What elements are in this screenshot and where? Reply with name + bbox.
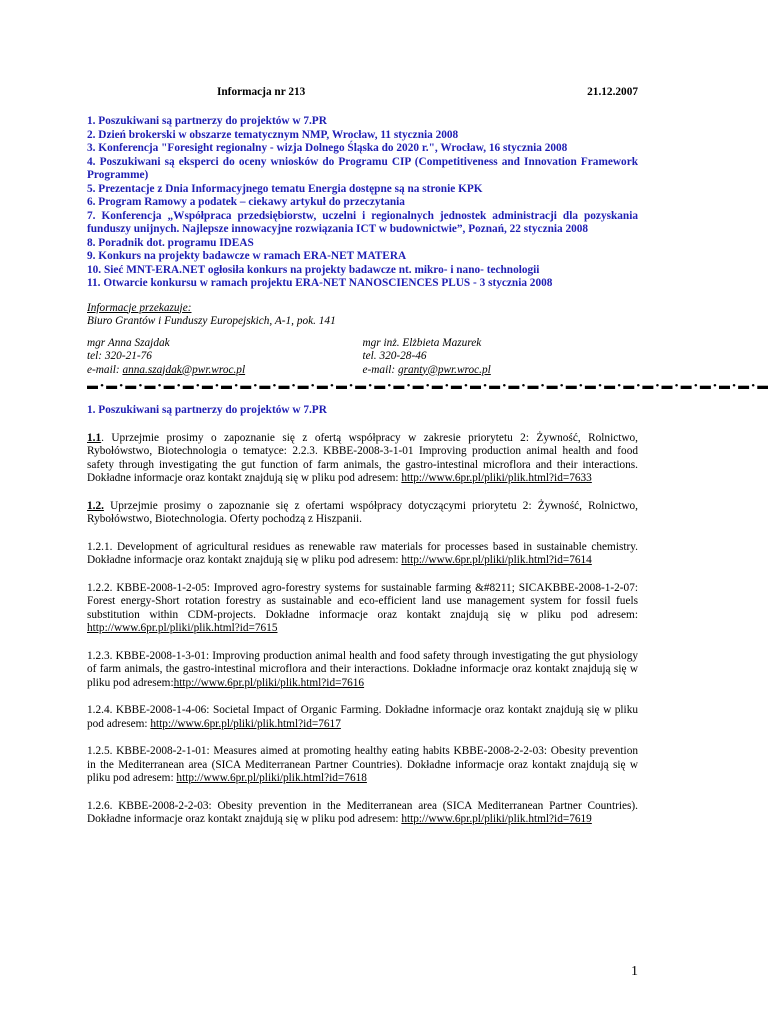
document-link[interactable]: http://www.6pr.pl/pliki/plik.html?id=7615 bbox=[87, 622, 278, 634]
toc-item: 8. Poradnik dot. programu IDEAS bbox=[87, 236, 254, 249]
document-page bbox=[87, 86, 768, 827]
contact-email-row bbox=[87, 364, 363, 378]
toc-item: 4. Poszukiwani są eksperci do oceny wniosków do Programu CIP (Competitiveness and Innovation Framework Programme) bbox=[87, 155, 638, 181]
paragraph-text: Uprzejmie prosimy o zapoznanie się z ofertami współpracy dotyczącymi priorytetu 2: Żywność, Rolnictwo, Rybołówstwo, Biotechnologia. Oferty pochodzą z Hiszpanii. bbox=[87, 499, 638, 525]
toc-item: 10. Sieć MNT-ERA.NET ogłosiła konkurs na projekty badawcze nt. mikro- i nano- technologii bbox=[87, 263, 540, 276]
paragraph-text: 1.2.6. KBBE-2008-2-2-03: Obesity prevention in the Mediterranean area (SICA Mediterranean Partner Countries). Dokładne informacje oraz kontakt znajdują się w pliku pod adresem: bbox=[87, 799, 638, 825]
info-number: Informacja nr 213 bbox=[217, 86, 306, 98]
toc-item: 11. Otwarcie konkursu w ramach projektu ERA-NET NANOSCIENCES PLUS - 3 stycznia 2008 bbox=[87, 277, 553, 289]
email-prefix: e-mail: bbox=[87, 363, 123, 376]
paragraph bbox=[87, 704, 638, 731]
paragraph bbox=[87, 745, 638, 786]
paragraph bbox=[87, 432, 638, 486]
header bbox=[87, 86, 638, 100]
paragraph-number: 1.2. bbox=[87, 499, 104, 512]
contact-label: Informacje przekazuje: bbox=[87, 301, 192, 314]
document-link[interactable]: http://www.6pr.pl/pliki/plik.html?id=7616 bbox=[173, 676, 365, 689]
paragraph bbox=[87, 541, 638, 568]
info-date: 21.12.2007 bbox=[587, 86, 638, 98]
email-link[interactable]: anna.szajdak@pwr.wroc.pl bbox=[122, 363, 246, 376]
toc-item: 5. Prezentacje z Dnia Informacyjnego tematu Energia dostępne są na stronie KPK bbox=[87, 182, 483, 195]
paragraph-text: 1.2.3. KBBE-2008-1-3-01: Improving production animal health and food safety through investigating the gut physiology of farm animals, the gastro-intestinal microflora and their interactions. Dokładne informacje oraz kontakt znajdują się w pliku pod adresem: bbox=[87, 649, 638, 689]
table-of-contents bbox=[87, 115, 638, 291]
document-link[interactable]: http://www.6pr.pl/pliki/plik.html?id=7633 bbox=[401, 472, 592, 484]
toc-item: 7. Konferencja „Współpraca przedsiębiorstw, uczelni i regionalnych jednostek administracji dla pozyskania funduszy unijnych. Najlepsze innowacyjne rozwiązania ICT w budownictwie”, Poznań, 22 stycznia 2008 bbox=[87, 209, 638, 235]
contact-right bbox=[363, 337, 639, 378]
contact-columns bbox=[87, 337, 638, 378]
paragraph-text: 1.2.4. KBBE-2008-1-4-06: Societal Impact of Organic Farming. Dokładne informacje oraz kontakt znajdują się w pliku pod adresem: bbox=[87, 704, 638, 730]
paragraph bbox=[87, 500, 638, 527]
contact-left bbox=[87, 337, 363, 378]
contact-tel: tel. 320-28-46 bbox=[362, 350, 427, 362]
paragraph bbox=[87, 800, 638, 827]
toc-item: 1. Poszukiwani są partnerzy do projektów w 7.PR bbox=[87, 115, 327, 127]
contact-name: mgr inż. Elżbieta Mazurek bbox=[362, 336, 482, 349]
toc-item: 2. Dzień brokerski w obszarze tematycznym NMP, Wrocław, 11 stycznia 2008 bbox=[87, 128, 459, 141]
contact-name: mgr Anna Szajdak bbox=[87, 336, 170, 349]
document-link[interactable]: http://www.6pr.pl/pliki/plik.html?id=7618 bbox=[176, 772, 367, 784]
email-link[interactable]: granty@pwr.wroc.pl bbox=[397, 363, 491, 376]
toc-item: 9. Konkurs na projekty badawcze w ramach ERA-NET MATERA bbox=[87, 250, 407, 262]
document-link[interactable]: http://www.6pr.pl/pliki/plik.html?id=7614 bbox=[401, 554, 592, 566]
page-number: 1 bbox=[631, 964, 638, 979]
paragraph bbox=[87, 650, 638, 691]
toc-item: 3. Konferencja "Foresight regionalny - wizja Dolnego Śląska do 2020 r.", Wrocław, 16 stycznia 2008 bbox=[87, 142, 568, 154]
contact-email-row bbox=[363, 364, 639, 378]
document-link[interactable]: http://www.6pr.pl/pliki/plik.html?id=7619 bbox=[401, 813, 592, 825]
contact-office: Biuro Grantów i Funduszy Europejskich, A-1, pok. 141 bbox=[87, 315, 336, 327]
contact-tel: tel: 320-21-76 bbox=[87, 350, 152, 362]
document-link[interactable]: http://www.6pr.pl/pliki/plik.html?id=7617 bbox=[150, 717, 341, 730]
contact-block bbox=[87, 302, 638, 378]
paragraph-text: . Uprzejmie prosimy o zapoznanie się z ofertą współpracy w zakresie priorytetu 2: Żywność, Rolnictwo, Rybołówstwo, Biotechnologia o tematyce: 2.2.3. KBBE-2008-3-1-01 Improving production animal health and food safety through investigating the gut function of farm animals, the gastro-intestinal microflora and their interactions. Dokładne informacje oraz kontakt znajdują się w pliku pod adresem: bbox=[87, 431, 638, 484]
paragraph-text: 1.2.2. KBBE-2008-1-2-05: Improved agro-forestry systems for sustainable farming &#8211; SICAKBBE-2008-1-2-07: Forest energy-Short rotation forestry as sustainable and eco-efficient land use management system for fossil fuels substitution within CDM-projects. Dokładne informacje oraz kontakt znajdują się w pliku pod adresem: bbox=[87, 581, 638, 621]
paragraph-text: 1.2.1. Development of agricultural residues as renewable raw materials for processes based in sustainable chemistry. Dokładne informacje oraz kontakt znajdują się w pliku pod adresem: bbox=[87, 540, 638, 566]
paragraph-number: 1.1 bbox=[87, 431, 102, 444]
paragraph-text: 1.2.5. KBBE-2008-2-1-01: Measures aimed at promoting healthy eating habits KBBE-2008-2-2-03: Obesity prevention in the Mediterranean area (SICA Mediterranean Partner Countries). Dokładne informacje oraz kontakt znajdują się w pliku pod adresem: bbox=[87, 745, 638, 784]
section-title: 1. Poszukiwani są partnerzy do projektów w 7.PR bbox=[87, 404, 327, 416]
toc-item: 6. Program Ramowy a podatek – ciekawy artykuł do przeczytania bbox=[87, 196, 405, 208]
paragraph bbox=[87, 582, 638, 636]
separator-line: ▬ • ▬ • ▬ • ▬ • ▬ • ▬ • ▬ • ▬ • ▬ • ▬ • ▬ • ▬ • ▬ • ▬ • ▬ • ▬ • ▬ • ▬ • ▬ • ▬ • ▬ • ▬ • ▬ • ▬ • ▬ • ▬ • ▬ • ▬ • ▬ • ▬ • ▬ • ▬ • ▬ • ▬ • ▬ • ▬ bbox=[87, 380, 768, 392]
email-prefix: e-mail: bbox=[362, 363, 398, 376]
